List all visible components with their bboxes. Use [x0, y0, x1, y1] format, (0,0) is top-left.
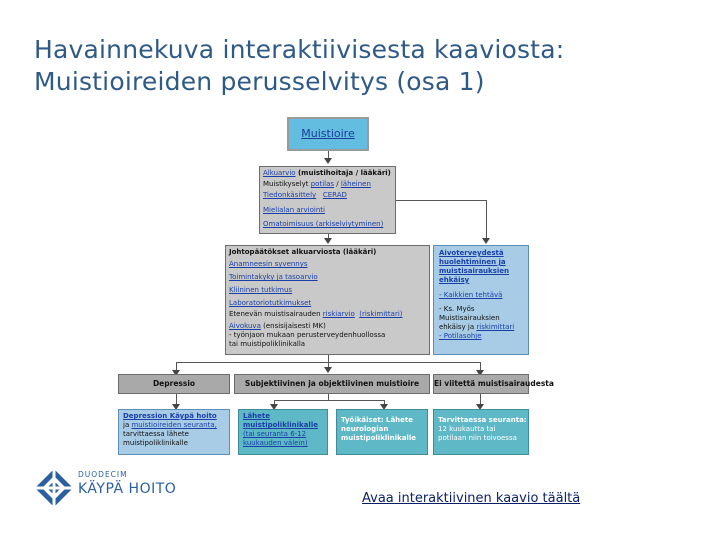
seuranta-6-12-link[interactable]: (tai seuranta 6-12 [243, 430, 307, 438]
tarvittaessa-lahete-label: tarvittaessa lähete [123, 430, 189, 438]
slide-title-line-2: Muistioireiden perusselvitys (osa 1) [34, 67, 485, 96]
anamneesi-link[interactable]: Anamneesin syvennys [229, 260, 308, 268]
box-depression-hoito [118, 409, 230, 455]
open-interactive-chart-link[interactable]: Avaa interaktiivinen kaavio täältä [362, 491, 581, 506]
laheinen-link[interactable]: läheinen [340, 180, 371, 188]
aivokuva-link[interactable]: Aivokuva [229, 322, 261, 330]
muistikyselyt-label: Muistikyselyt [263, 180, 311, 188]
seuranta-l3: potilaan niin toivoessa [438, 434, 517, 442]
depression-kaypa-hoito-link[interactable]: Depression Käypä hoito [123, 412, 217, 420]
box-alkuarvio [259, 166, 396, 234]
box-tyoikaiset [336, 409, 428, 455]
tyoikaiset-l1: Työikäiset: Lähete [341, 416, 413, 424]
aivoterveys-l1[interactable]: Aivoterveydestä [439, 249, 504, 257]
connector-alku-side [396, 200, 486, 201]
slide-title-line-1: Havainnekuva interaktiivisesta kaaviosta: [34, 35, 565, 64]
box-muistioire[interactable] [287, 117, 369, 151]
tyoikaiset-l3: muistipoliklinikalle [341, 434, 416, 442]
arrow-to-alkuarvio [324, 158, 332, 164]
muistipoliklinikka-line: tai muistipoliklinikalla [229, 340, 306, 348]
lahete-link[interactable]: Lähete [243, 412, 271, 420]
box-tarvittaessa-seuranta [433, 409, 529, 455]
logo-big-text: KÄYPÄ HOITO [78, 481, 177, 497]
arrow-to-aivoterveys [482, 238, 490, 244]
kuukauden-valein-link[interactable]: kuukauden välein) [243, 439, 308, 447]
riskimittari-link[interactable]: (riskimittari) [359, 310, 403, 318]
mielialan-arviointi-link[interactable]: Mielialan arviointi [263, 206, 325, 214]
alkuarvio-link[interactable]: Alkuarvio [263, 169, 296, 177]
logo-small-text: DUODECIM [78, 470, 128, 479]
kaikkien-tehtava-link[interactable]: - Kaikkien tehtävä [439, 291, 503, 299]
seuranta-l1: Tarvittaessa seuranta: [438, 416, 527, 424]
riskiarvio-link[interactable]: riskiarvio [322, 310, 355, 318]
bar-ei-viitetta [433, 374, 554, 394]
bar-muistioire [234, 374, 430, 394]
bar-depressio [118, 374, 230, 394]
duodecim-diamond-icon [34, 468, 74, 508]
tyoikaiset-l2: neurologian [341, 425, 389, 433]
etenevan-label: Etenevän muistisairauden [229, 310, 323, 318]
connector-split-horizontal [176, 362, 481, 363]
aivoterveys-l4[interactable]: ehkäisy [439, 276, 470, 284]
tiedonkasittely-link[interactable]: Tiedonkäsittely [263, 191, 317, 199]
tyonjako-line: - työnjaon mukaan perusterveydenhuollossa [229, 331, 386, 339]
arrow-to-johtopaatokset [324, 238, 332, 244]
arrow-to-muistioire [324, 367, 332, 373]
connector-muistioire-horizontal [274, 400, 384, 401]
kaypa-hoito-logo [34, 466, 184, 512]
laboratoriotutkimukset-link[interactable]: Laboratoriotutkimukset [229, 299, 312, 307]
ehkaisy-label: ehkäisy ja [439, 323, 477, 331]
muistipoliklinikalle-label: muistipoliklinikalle [123, 439, 188, 447]
riskimittari-side-link[interactable]: riskimittari [476, 323, 515, 331]
omatoimisuus-link[interactable]: Omatoimisuus (arkiselviytyminen) [263, 220, 384, 228]
box-lahete [238, 409, 328, 455]
ja-label: ja [123, 421, 132, 429]
slash-sep: / [334, 180, 341, 188]
johtopaatokset-heading: Johtopäätökset alkuarviosta (lääkäri) [229, 248, 377, 256]
aivoterveys-l2[interactable]: huolehtiminen ja [439, 258, 506, 266]
potilas-link[interactable]: potilas [310, 180, 335, 188]
connector-side-down [486, 200, 487, 242]
potilasohje-link[interactable]: - Potilasohje [439, 332, 482, 340]
connector-muistioire-down [328, 393, 329, 400]
muistioire-link[interactable]: Muistioire [301, 127, 355, 140]
bar-depressio-label: Depressio [152, 379, 196, 388]
seuranta-l2: 12 kuukautta tai [438, 425, 496, 433]
muistisairauksien-label: Muistisairauksien [439, 314, 500, 322]
muistipoliklinikalle-link[interactable]: muistipoliklinikalle [243, 421, 318, 429]
ks-myos-label: - Ks. Myös [439, 305, 475, 313]
bar-muistioire-label: Subjektiivinen ja objektiivinen muistioire [244, 379, 420, 388]
muistioireiden-seuranta-link[interactable]: muistioireiden seuranta, [131, 421, 217, 429]
aivokuva-rest: (ensisijaisesti MK) [260, 322, 326, 330]
kliininen-tutkimus-link[interactable]: Kliininen tutkimus [229, 286, 293, 294]
alkuarvio-heading-rest: (muistihoitaja / lääkäri) [295, 169, 391, 177]
bar-ei-viitetta-label: Ei viitettä muistisairaudesta [434, 379, 554, 388]
cerad-link[interactable]: CERAD [322, 191, 347, 199]
aivoterveys-l3[interactable]: muistisairauksien [439, 267, 509, 275]
box-johtopaatokset [225, 245, 430, 355]
toimintakyky-link[interactable]: Toimintakyky ja tasoarvio [229, 273, 318, 281]
box-aivoterveys [433, 245, 529, 355]
